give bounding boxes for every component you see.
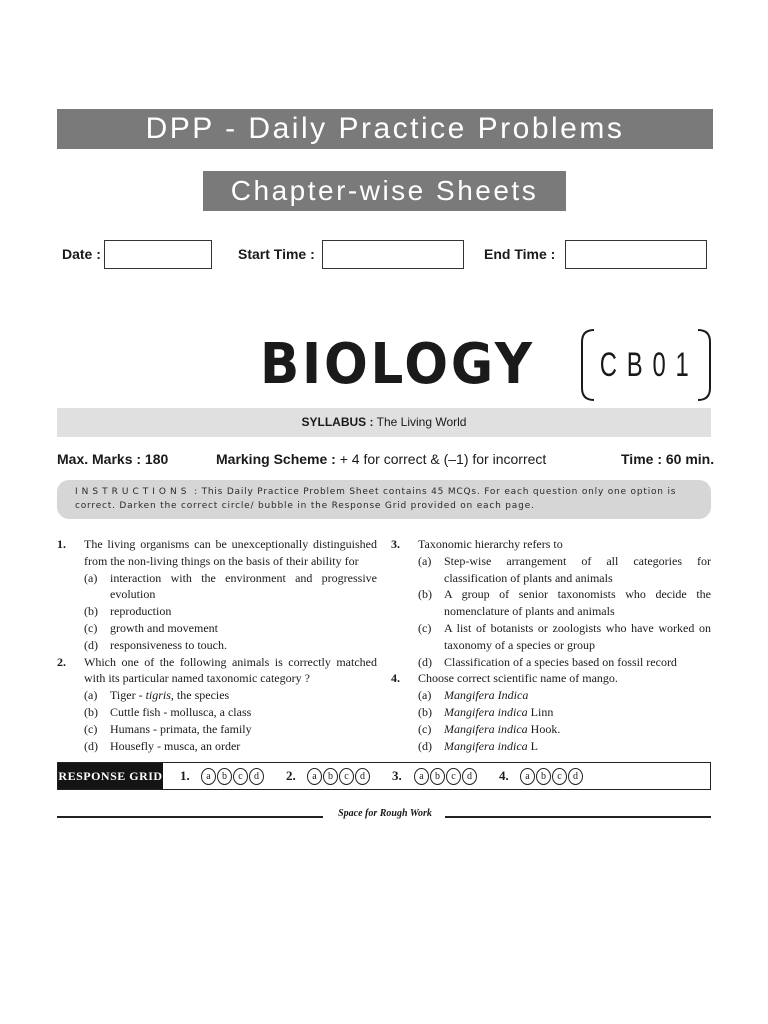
subject-title: BIOLOGY [260, 332, 535, 397]
option-label: (a) [84, 570, 98, 585]
option-label: (b) [418, 704, 432, 719]
syllabus-bar [57, 408, 711, 437]
answer-bubble-d[interactable]: d [355, 768, 370, 785]
marking-scheme-label: Marking Scheme : [216, 451, 336, 467]
rough-work-divider-right [445, 816, 711, 818]
option-text-italic: tigris [145, 688, 171, 703]
option [391, 620, 711, 654]
option-text-italic: Mangifera indica [444, 704, 528, 719]
option-text: Step-wise arrangement of all categories for classification of plants and animals [444, 553, 711, 585]
option-text-post: , the species [170, 688, 230, 703]
option [57, 738, 377, 755]
option-text-italic: Mangifera indica [444, 738, 528, 753]
question-text: The living organisms can be unexceptionally distinguished from the non-living things on the basis of their ability for [84, 537, 377, 568]
subject-code [580, 328, 712, 402]
option [391, 704, 711, 721]
question [57, 536, 377, 570]
answer-bubble-b[interactable]: b [323, 768, 338, 785]
time-limit: Time : 60 min. [621, 451, 715, 467]
question-column-left [57, 536, 377, 754]
question [391, 670, 711, 687]
option-label: (d) [84, 637, 98, 652]
syllabus-label: SYLLABUS : [301, 415, 374, 429]
answer-bubble-c[interactable]: c [552, 768, 567, 785]
answer-bubble-a[interactable]: a [307, 768, 322, 785]
question-number: 1. [57, 537, 66, 551]
question-column-right [391, 536, 711, 754]
answer-bubbles [520, 768, 584, 785]
answer-bubble-b[interactable]: b [536, 768, 551, 785]
option-label: (d) [418, 738, 432, 753]
question [391, 536, 711, 553]
option-label: (b) [84, 704, 98, 719]
end-time-label: End Time : [484, 246, 556, 262]
option [57, 637, 377, 654]
option-label: (a) [418, 688, 432, 703]
answer-bubble-a[interactable]: a [414, 768, 429, 785]
option [391, 586, 711, 620]
grid-question-number: 3. [392, 768, 402, 783]
option-label: (a) [418, 553, 432, 568]
option-label: (c) [418, 721, 432, 736]
option-label: (b) [84, 604, 98, 619]
answer-bubbles [201, 768, 265, 785]
question-text: Taxonomic hierarchy refers to [418, 537, 563, 551]
response-grid-label: RESPONSE GRID [58, 763, 163, 789]
option-label: (d) [418, 654, 432, 669]
option [391, 654, 711, 671]
rough-work-label: Space for Rough Work [338, 808, 432, 819]
date-field[interactable] [104, 240, 212, 269]
option-text: interaction with the environment and progressive evolution [110, 570, 377, 602]
answer-bubble-c[interactable]: c [233, 768, 248, 785]
instructions-box [57, 480, 711, 519]
page-title: DPP - Daily Practice Problems [57, 109, 713, 149]
option-label: (d) [84, 738, 98, 753]
end-time-field[interactable] [565, 240, 707, 269]
option-text: Housefly - musca, an order [110, 738, 241, 753]
option-label: (b) [418, 587, 432, 602]
option-label: (a) [84, 688, 98, 703]
option-text-pre: Tiger - [110, 688, 146, 703]
option-text-post: L [527, 738, 538, 753]
answer-bubble-d[interactable]: d [249, 768, 264, 785]
option-text-italic: Mangifera Indica [444, 688, 529, 703]
answer-bubble-b[interactable]: b [430, 768, 445, 785]
question-number: 4. [391, 671, 400, 686]
question [57, 654, 377, 688]
option-text: reproduction [110, 604, 172, 619]
start-time-label: Start Time : [238, 246, 315, 262]
answer-bubbles [307, 768, 371, 785]
option [57, 704, 377, 721]
option [57, 603, 377, 620]
option [391, 721, 711, 738]
option-text: responsiveness to touch. [110, 637, 227, 652]
option-text: Humans - primata, the family [110, 721, 252, 736]
option-label: (c) [84, 620, 98, 635]
response-grid [57, 762, 711, 790]
option [57, 570, 377, 604]
option [57, 687, 377, 704]
option-text: Classification of a species based on fossil record [444, 654, 677, 669]
page-subtitle: Chapter-wise Sheets [203, 171, 566, 211]
option-text: A group of senior taxonomists who decide the nomenclature of plants and animals [444, 587, 711, 619]
option-text: A list of botanists or zoologists who have worked on taxonomy of a species or group [444, 620, 711, 652]
option [391, 687, 711, 704]
option [391, 553, 711, 587]
start-time-field[interactable] [322, 240, 464, 269]
answer-bubble-a[interactable]: a [201, 768, 216, 785]
rough-work-divider-left [57, 816, 323, 818]
option-label: (c) [84, 721, 98, 736]
question-number: 3. [391, 537, 400, 551]
option-label: (c) [418, 620, 432, 635]
answer-bubble-d[interactable]: d [462, 768, 477, 785]
question-text: Choose correct scientific name of mango. [418, 671, 618, 686]
option-text-italic: Mangifera indica [444, 721, 528, 736]
grid-question-number: 1. [180, 768, 190, 783]
syllabus-value: The Living World [376, 415, 467, 429]
instructions-text: : This Daily Practice Problem Sheet contains 45 MCQs. For each question only one option is correct. Darken the correct circle/ bubble in the Response Grid provided on each page. [75, 487, 677, 511]
grid-question-number: 2. [286, 768, 296, 783]
instructions-label: INSTRUCTIONS [75, 487, 191, 497]
option-text-post: Hook. [527, 721, 561, 736]
option-text: growth and movement [110, 620, 218, 635]
answer-bubble-c[interactable]: c [446, 768, 461, 785]
question-text: Which one of the following animals is correctly matched with its particular named taxonomic category ? [84, 654, 377, 686]
grid-question-number: 4. [499, 768, 509, 783]
answer-bubble-c[interactable]: c [339, 768, 354, 785]
marking-scheme [216, 451, 546, 467]
date-label: Date : [62, 246, 101, 262]
option [57, 721, 377, 738]
answer-bubbles [414, 768, 478, 785]
subject-code-text: CB01 [599, 346, 699, 384]
marking-scheme-value: + 4 for correct & (–1) for incorrect [339, 451, 547, 467]
question-number: 2. [57, 654, 66, 669]
max-marks: Max. Marks : 180 [57, 451, 169, 467]
answer-bubble-d[interactable]: d [568, 768, 583, 785]
option [57, 620, 377, 637]
option-text: Cuttle fish - mollusca, a class [110, 704, 252, 719]
option-text-post: Linn [527, 704, 554, 719]
option [391, 738, 711, 755]
answer-bubble-a[interactable]: a [520, 768, 535, 785]
answer-bubble-b[interactable]: b [217, 768, 232, 785]
